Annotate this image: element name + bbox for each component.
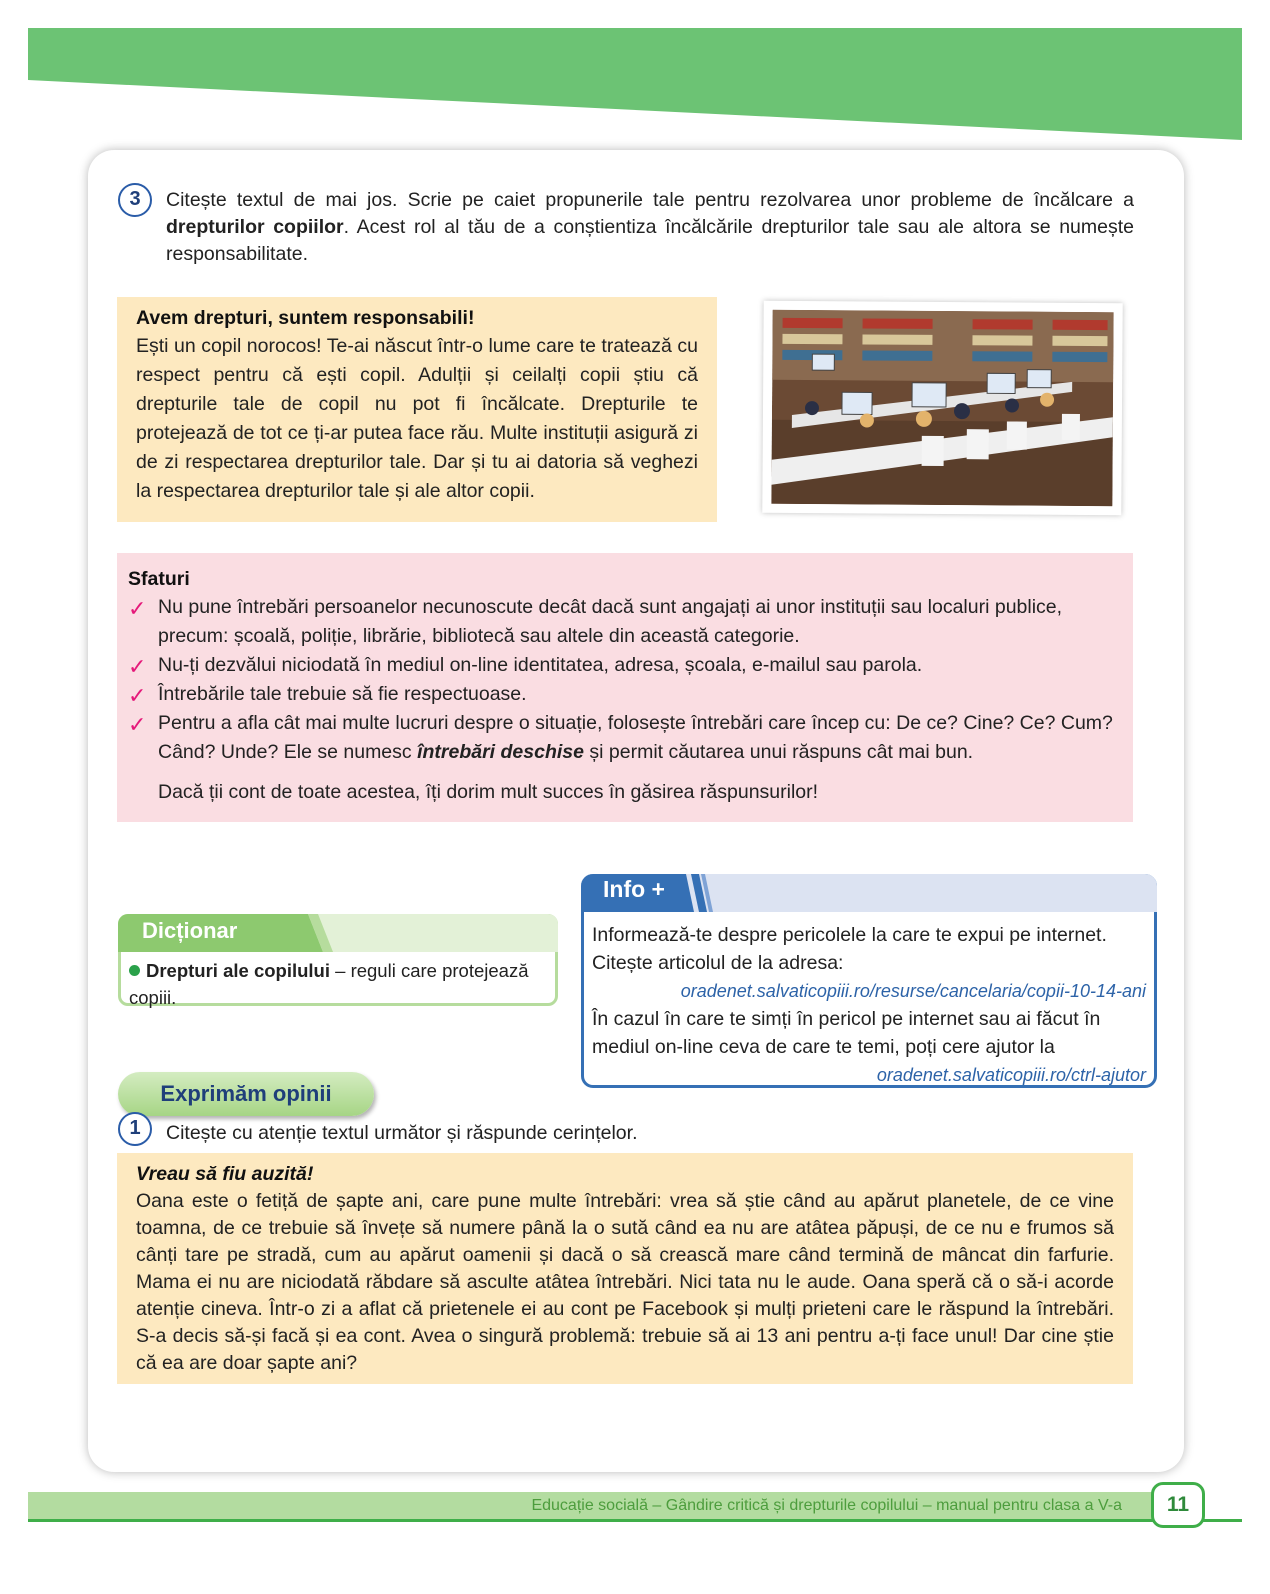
check-icon: ✓	[128, 596, 147, 621]
tips-box	[117, 553, 1133, 822]
dictionary-box	[118, 914, 558, 1006]
dictionary-title: Dicționar	[142, 918, 238, 943]
task-1-instruction: Citește cu atenție textul următor și răspunde cerințelor.	[166, 1122, 638, 1144]
tip-item-4: ✓ Pentru a afla cât mai multe lucruri despre o situație, folosește întrebări care încep cu: De ce? Cine? Ce? Cum? Când? Unde? Ele se numesc întrebări deschise și permit căutarea unui răspuns cât mai bun.	[128, 712, 1113, 763]
info-text-2: În cazul în care te simți în pericol pe internet sau ai făcut în mediul on-line ceva de care te temi, poți cere ajutor la	[592, 1008, 1101, 1058]
section-label-opinions: Exprimăm opinii	[118, 1072, 374, 1116]
info-text-1: Informează-te despre pericolele la care te expui pe internet. Citește articolul de la adresa:	[592, 924, 1107, 974]
task-number-3: 3	[118, 183, 152, 217]
rights-box-body: Ești un copil norocos! Te-ai născut într-o lume care te tratează cu respect pentru că ești copil. Adulții și ceilalți copii știu că drepturile tale de copil nu pot fi încălcate. Drepturile te protejează de tot ce ți-ar putea face rău. Multe instituții asigură zi de zi respectarea drepturilor tale. Dar și tu ai datoria să veghezi la respectarea drepturilor tale și ale altor copii.	[136, 335, 698, 502]
page-number: 11	[1151, 1482, 1205, 1528]
tips-title: Sfaturi	[128, 568, 190, 590]
story-box	[117, 1153, 1133, 1384]
task-3-instruction: Citește textul de mai jos. Scrie pe caiet propunerile tale pentru rezolvarea unor probleme de încălcare a drepturilor copiilor. Acest rol al tău de a conștientiza încălcările drepturilor tale sau ale altora se numește responsabilitate.	[166, 189, 1134, 265]
tip-item-3: ✓ Întrebările tale trebuie să fie respectuoase.	[128, 683, 527, 708]
top-green-band	[28, 28, 1242, 140]
rights-box	[117, 297, 717, 522]
story-title: Vreau să fiu auzită!	[136, 1163, 314, 1185]
tips-closing: Dacă ții cont de toate acestea, îți dorim mult succes în găsirea răspunsurilor!	[158, 781, 819, 803]
info-content	[592, 921, 1146, 1089]
task-number-1: 1	[118, 1112, 152, 1146]
dictionary-header	[118, 914, 558, 952]
info-header	[581, 874, 1157, 912]
info-title: Info +	[603, 876, 665, 902]
rights-box-title: Avem drepturi, suntem responsabili!	[136, 307, 475, 329]
library-classroom-photo	[762, 301, 1122, 516]
library-photo-image	[771, 310, 1113, 506]
check-icon: ✓	[128, 712, 147, 737]
footer-book-title: Educație socială – Gândire critică și drepturile copilului – manual pentru clasa a V-a	[531, 1497, 1122, 1514]
dictionary-entry: Drepturi ale copilului – reguli care protejează copiii.	[129, 960, 529, 1008]
info-link-1[interactable]: oradenet.salvaticopiii.ro/resurse/cancelaria/copii-10-14-ani	[680, 981, 1146, 1001]
check-icon: ✓	[128, 683, 147, 708]
info-link-2[interactable]: oradenet.salvaticopiii.ro/ctrl-ajutor	[876, 1065, 1146, 1085]
story-body: Oana este o fetiță de șapte ani, care pune multe întrebări: vrea să știe când au apărut planetele, de ce vine toamna, de ce trebuie să învețe să numere până la o sută când ea nu are atâtea păpuși, de ce nu e frumos să cânți tare pe stradă, cum au apărut oamenii și dacă o să crească mare când termină de mâncat din farfurie. Mama ei nu are niciodată răbdare să asculte atâtea întrebări. Nici tata nu le aude. Oana speră că o să-i acorde atenție cineva. Într-o zi a aflat că prietenele ei au cont pe Facebook și mulți prieteni care le răspund la întrebări. S-a decis să-și facă și ea cont. Avea o singură problemă: trebuie să ai 13 ani pentru a-ți face unul! Dar cine știe că ea are doar șapte ani?	[136, 1190, 1114, 1374]
tip-item-1: ✓ Nu pune întrebări persoanelor necunoscute decât dacă sunt angajați ai unor instituții sau localuri publice, precum: școală, poliție, librărie, bibliotecă sau altele din această categorie.	[128, 596, 1063, 647]
check-icon: ✓	[128, 654, 147, 679]
tip-item-2: ✓ Nu-ți dezvălui niciodată în mediul on-line identitatea, adresa, școala, e-mailul sau parola.	[128, 654, 923, 679]
footer-line	[28, 1519, 1242, 1522]
bullet-dot-icon	[129, 965, 140, 976]
info-box	[581, 874, 1157, 1088]
